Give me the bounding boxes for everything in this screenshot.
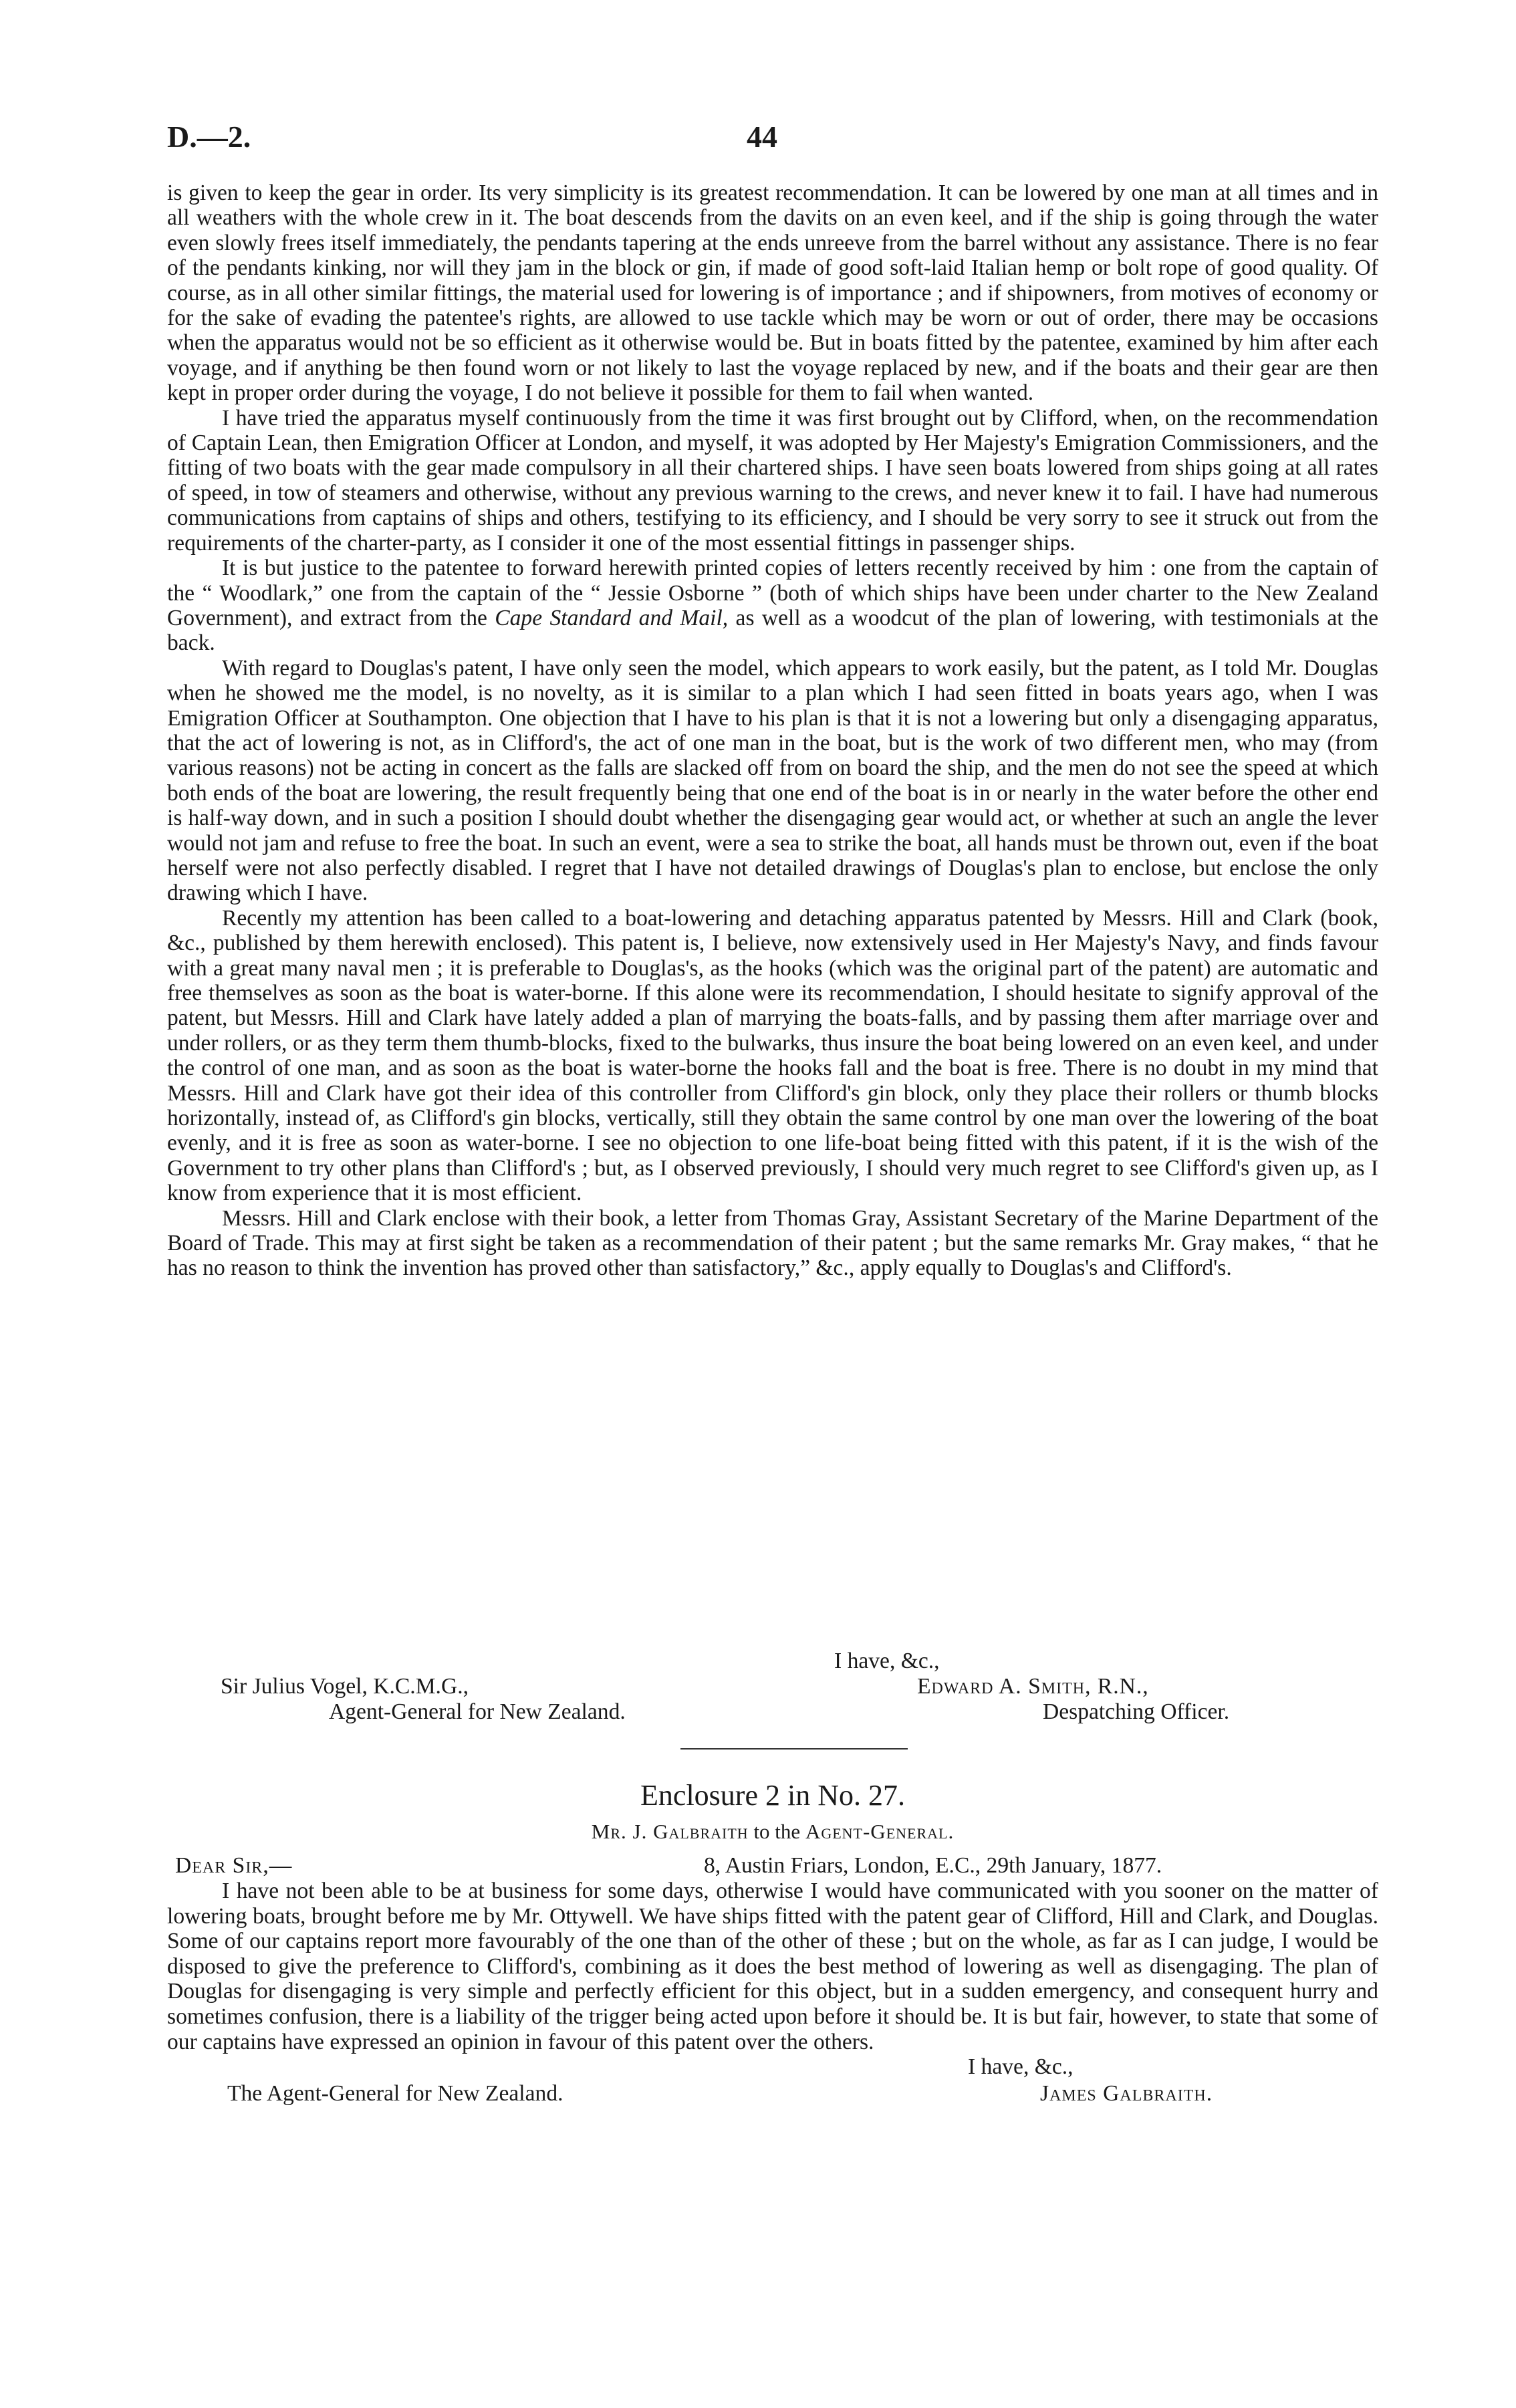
body-paragraph [167,906,1378,1206]
letter-closing-salutation: I have, &c., [968,2054,1073,2080]
letter-recipient: The Agent-General for New Zealand. [227,2081,563,2106]
section-divider [680,1748,908,1750]
paragraph-text: It is but justice to the patentee to forward herewith printed copies of letters recently received by him : one from the captain of the “ Woodlark,” one from the captain of the “ Jessie Osborne ” (both of which ships have been under charter to the New Zealand Government), and extract from the [167,556,1378,630]
letter-greeting: Dear Sir,— [175,1853,293,1878]
letter-sender: James Galbraith. [1040,2081,1213,2106]
paragraph-text: Messrs. Hill and Clark enclose with their book, a letter from Thomas Gray, Assistant Secretary of the Marine Department of the Board of Trade. This may at first sight be taken as a recommendation of their patent ; but the same remarks Mr. Gray makes, “ that he has no reason to think the invention has proved other than satisfactory,” &c., apply equally to Douglas's and Clifford's. [167,1205,1378,1281]
body-paragraph [167,1206,1378,1281]
enclosure-to: to the [753,1820,801,1843]
paragraph-text: is given to keep the gear in order. Its very simplicity is its greatest recommendation. It can be lowered by one man at all times and in all weathers with the whole crew in it. The boat descends from the davits on an even keel, and if the ship is going through the water even slowly frees itself immediately, the pendants tapering at the ends unreeve from the barrel without any assistance. There is no fear of the pendants kinking, nor will they jam in the block or gin, if made of good soft-laid Italian hemp or bolt rope of good quality. Of course, as in all other similar fittings, the material used for lowering is of importance ; and if shipowners, from motives of economy or for the sake of evading the patentee's rights, are allowed to use tackle which may be worn or out of order, there may be occasions when the apparatus would not be so efficient as it otherwise would be. But in boats fitted by the patentee, examined by him after each voyage, and if anything be then found worn or not likely to last the voyage replaced by new, and if the boats and their gear are then kept in proper order during the voyage, I do not believe it possible for them to fail when wanted. [167,180,1378,406]
body-paragraph [167,656,1378,906]
sender-name: Edward A. Smith, R.N., [917,1674,1149,1699]
enclosure-recipient: Agent-General. [805,1820,955,1843]
recipient-title: Agent-General for New Zealand. [329,1699,626,1724]
letter-address-date: 8, Austin Friars, London, E.C., 29th January, 1877. [704,1853,1162,1878]
enclosure-title: Enclosure 2 in No. 27. [640,1779,905,1812]
closing-salutation: I have, &c., [834,1649,940,1673]
enclosure-letter [167,1853,1378,2108]
letter-paragraph: I have not been able to be at business for some days, otherwise I would have communicated with you sooner on the matter of lowering boats, brought before me by Mr. Ottywell. We have ships fitted with the patent gear of Clifford, Hill and Clark, and Douglas. Some of our captains report more favourably of the one than of the other of these ; but on the whole, as far as I can judge, I would be disposed to give the preference to Clifford's, combining as it does the best method of lowering as well as disengaging. The plan of Douglas for disengaging is very simple and perfectly efficient for this object, but in a sudden emergency, and consequent hurry and sometimes confusion, there is a liability of the trigger being acted upon before it should be. It is but fair, however, to state that some of our captains have expressed an opinion in favour of this patent over the others. [167,1879,1378,2054]
sender-title: Despatching Officer. [1043,1699,1230,1724]
enclosure-subtitle [167,1820,1378,1844]
page-number: 44 [747,120,777,154]
enclosure-from: Mr. J. Galbraith [591,1820,749,1843]
page-header [167,119,1377,159]
paragraph-text: I have tried the apparatus myself continuously from the time it was first brought out by Clifford, when, on the recommendation of Captain Lean, then Emigration Officer at London, and myself, it was adopted by Her Majesty's Emigration Commissioners, and the fitting of two boats with the gear made compulsory in all their chartered ships. I have seen boats lowered from ships going at all rates of speed, in tow of steamers and otherwise, without any previous warning to the crews, and never knew it to fail. I have had numerous communications from captains of ships and others, testifying to its efficiency, and I should be very sorry to see it struck out from the requirements of the charter-party, as I consider it one of the most essential fittings in passenger ships. [167,405,1378,556]
body-paragraph [167,406,1378,556]
italic-text: Cape Standard and Mail, [495,605,729,630]
body-paragraph [167,180,1378,406]
paragraph-text: With regard to Douglas's patent, I have only seen the model, which appears to work easily, but the patent, as I told Mr. Douglas when he showed me the model, is no novelty, as it is similar to a plan which I had seen fitted in boats years ago, when I was Emigration Officer at Southampton. One objection that I have to his plan is that it is not a lowering but only a disengaging apparatus, that the act of lowering is not, as in Clifford's, the act of one man in the boat, but is the work of two different men, who may (from various reasons) not be acting in concert as the falls are slacked off from on board the ship, and the men do not see the speed at which both ends of the boat are lowering, the result frequently being that one end of the boat is in or nearly in the water before the other end is half-way down, and in such a position I should doubt whether the disengaging gear would act, or whether at such an angle the lever would not jam and refuse to free the boat. In such an event, were a sea to strike the boat, all hands must be thrown out, even if the boat herself were not also perfectly disabled. I regret that I have not detailed drawings of Douglas's plan to enclose, but enclose the only drawing which I have. [167,655,1378,906]
letter-body [167,180,1378,1281]
paragraph-text: as well as a woodcut of the plan of lowering, with testimonials at the back. [167,605,1378,656]
paragraph-text: Recently my attention has been called to a boat-lowering and detaching apparatus patented by Messrs. Hill and Clark (book, &c., published by them herewith enclosed). This patent is, I believe, now extensively used in Her Majesty's Navy, and finds favour with a great many naval men ; it is preferable to Douglas's, as the hooks (which was the original part of the patent) are automatic and free themselves as soon as the boat is water-borne. If this alone were its recommendation, I should hesitate to signify approval of the patent, but Messrs. Hill and Clark have lately added a plan of marrying the boats-falls, and by passing them after marriage over and under rollers, or as they term them thumb-blocks, fixed to the bulwarks, thus insure the boat being lowered on an even keel, and under the control of one man, and as soon as the boat is water-borne the hooks fall and the boat is free. There is no doubt in my mind that Messrs. Hill and Clark have got their idea of this controller from Clifford's gin block, only they place their rollers or thumb blocks horizontally, instead of, as Clifford's gin blocks, vertically, still they obtain the same control by one man over the lowering of the boat evenly, and it is free as soon as water-borne. I see no objection to one life-boat being fitted with this patent, if it is the wish of the Government to try other plans than Clifford's ; but, as I observed previously, I should very much regret to see Clifford's given up, as I know from experience that it is most efficient. [167,905,1378,1206]
recipient-name: Sir Julius Vogel, K.C.M.G., [221,1674,469,1699]
document-reference: D.—2. [167,120,251,154]
body-paragraph [167,556,1378,656]
